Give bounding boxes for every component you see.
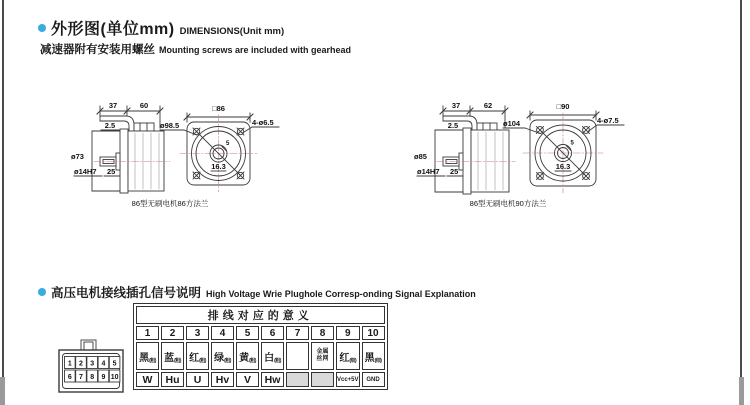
dim-shaft-len: 25 [450, 167, 459, 176]
signal-table-title: 排线对应的意义 [136, 306, 385, 324]
dim-shaft-flat: 16.3 [211, 162, 226, 171]
pin-number: 8 [311, 326, 334, 340]
wire-color-row [136, 342, 385, 370]
pin-number: 9 [336, 326, 360, 340]
page-corner-left [0, 377, 5, 405]
dim-bracket: 37 [451, 101, 461, 110]
dim-offset: 2.5 [447, 121, 459, 130]
motor-front-view-90 [503, 102, 624, 193]
dim-bolt-circle: ø98.5 [160, 121, 180, 130]
wire-color: 蓝(粗) [161, 342, 184, 370]
dim-key-width: 5 [570, 140, 574, 147]
wire-color: 黑(粗) [136, 342, 159, 370]
dim-mount-holes: 4-ø7.5 [597, 116, 619, 125]
wire-color: 黄(粗) [236, 342, 259, 370]
pin-number: 4 [211, 326, 234, 340]
motor-front-view-86 [160, 104, 279, 192]
pin-label-9: 9 [101, 374, 106, 381]
dimension-drawing-90-flange [413, 95, 625, 217]
dim-mount-holes: 4-ø6.5 [252, 118, 274, 127]
signal-name: Hv [211, 372, 234, 387]
page-corner-right [739, 377, 744, 405]
dim-shaft-len: 25 [107, 167, 116, 176]
dim-flange-square: □86 [212, 104, 225, 113]
dim-gearbox-dia: ø73 [71, 152, 84, 161]
dimension-drawing-86-flange [70, 95, 282, 217]
signal-name: GND [362, 372, 385, 387]
motor-side-view-90 [414, 101, 515, 194]
pin-number: 6 [261, 326, 284, 340]
dim-bracket: 37 [108, 101, 118, 110]
dim-gearbox-dia: ø85 [414, 152, 427, 161]
dim-shaft-dia: ø14H7 [417, 167, 440, 176]
dim-key-width: 5 [226, 141, 230, 147]
dim-body: 60 [139, 101, 149, 110]
wire-color: 黑(细) [362, 342, 385, 370]
wire-color-empty [286, 342, 309, 370]
wire-shield: 金属 丝网 [311, 342, 334, 370]
dim-offset: 2.5 [104, 121, 116, 130]
dim-bolt-circle: ø104 [503, 119, 521, 128]
drawing-caption-90: 86型无刷电机90方法兰 [469, 199, 547, 208]
pin-number: 2 [161, 326, 184, 340]
dimensions-title-cn: 外形图(单位mm) [51, 21, 175, 38]
pin-label-2: 2 [79, 360, 83, 368]
dimensions-title-en: DIMENSIONS(Unit mm) [179, 26, 285, 37]
dimensions-subtitle-en: Mounting screws are included with gearhead [159, 45, 352, 55]
pin-label-3: 3 [90, 360, 95, 368]
signal-empty [286, 372, 309, 387]
pin-number: 7 [286, 326, 309, 340]
wiring-title-cn: 高压电机接线插孔信号说明 [51, 286, 202, 300]
pin-label-5: 5 [112, 360, 117, 368]
pin-label-10: 10 [110, 374, 119, 381]
pin-number: 10 [362, 326, 385, 340]
dimensions-subtitle-cn: 减速器附有安装用螺丝 [40, 44, 155, 56]
wiring-header [38, 283, 476, 301]
dim-shaft-dia: ø14H7 [74, 167, 97, 176]
dim-shaft-flat: 16.3 [555, 162, 571, 171]
pin-label-8: 8 [90, 374, 95, 381]
dim-flange-square: □90 [556, 102, 570, 111]
signal-row [136, 372, 385, 387]
blue-bullet-icon [38, 288, 46, 296]
wire-color: 红(细) [336, 342, 360, 370]
pin-label-6: 6 [67, 374, 72, 381]
signal-name: W [136, 372, 159, 387]
pin-label-4: 4 [101, 360, 106, 368]
page-right-border [740, 0, 742, 380]
wire-color: 白(粗) [261, 342, 284, 370]
drawing-caption-86: 86型无刷电机86方法兰 [131, 199, 209, 208]
pin-label-7: 7 [79, 374, 83, 381]
dimensions-subtitle [40, 41, 351, 57]
signal-empty [311, 372, 334, 387]
dimensions-header [38, 16, 284, 39]
signal-name: Vcc+5V [336, 372, 360, 387]
wire-color: 红(粗) [186, 342, 209, 370]
motor-side-view-86 [71, 101, 170, 193]
plug-connector-diagram [55, 337, 133, 399]
pin-label-1: 1 [67, 360, 72, 368]
page-left-border [2, 0, 4, 380]
signal-name: U [186, 372, 209, 387]
pin-number: 5 [236, 326, 259, 340]
pin-number: 1 [136, 326, 159, 340]
signal-name: Hw [261, 372, 284, 387]
dim-body: 62 [483, 101, 493, 110]
wire-color: 绿(粗) [211, 342, 234, 370]
signal-name: V [236, 372, 259, 387]
pin-number: 3 [186, 326, 209, 340]
signal-name: Hu [161, 372, 184, 387]
blue-bullet-icon [38, 24, 46, 32]
wiring-title-en: High Voltage Wrie Plughole Corresp-onding Signal Explanation [206, 289, 476, 299]
signal-table [133, 303, 388, 390]
pin-number-row [136, 326, 385, 340]
